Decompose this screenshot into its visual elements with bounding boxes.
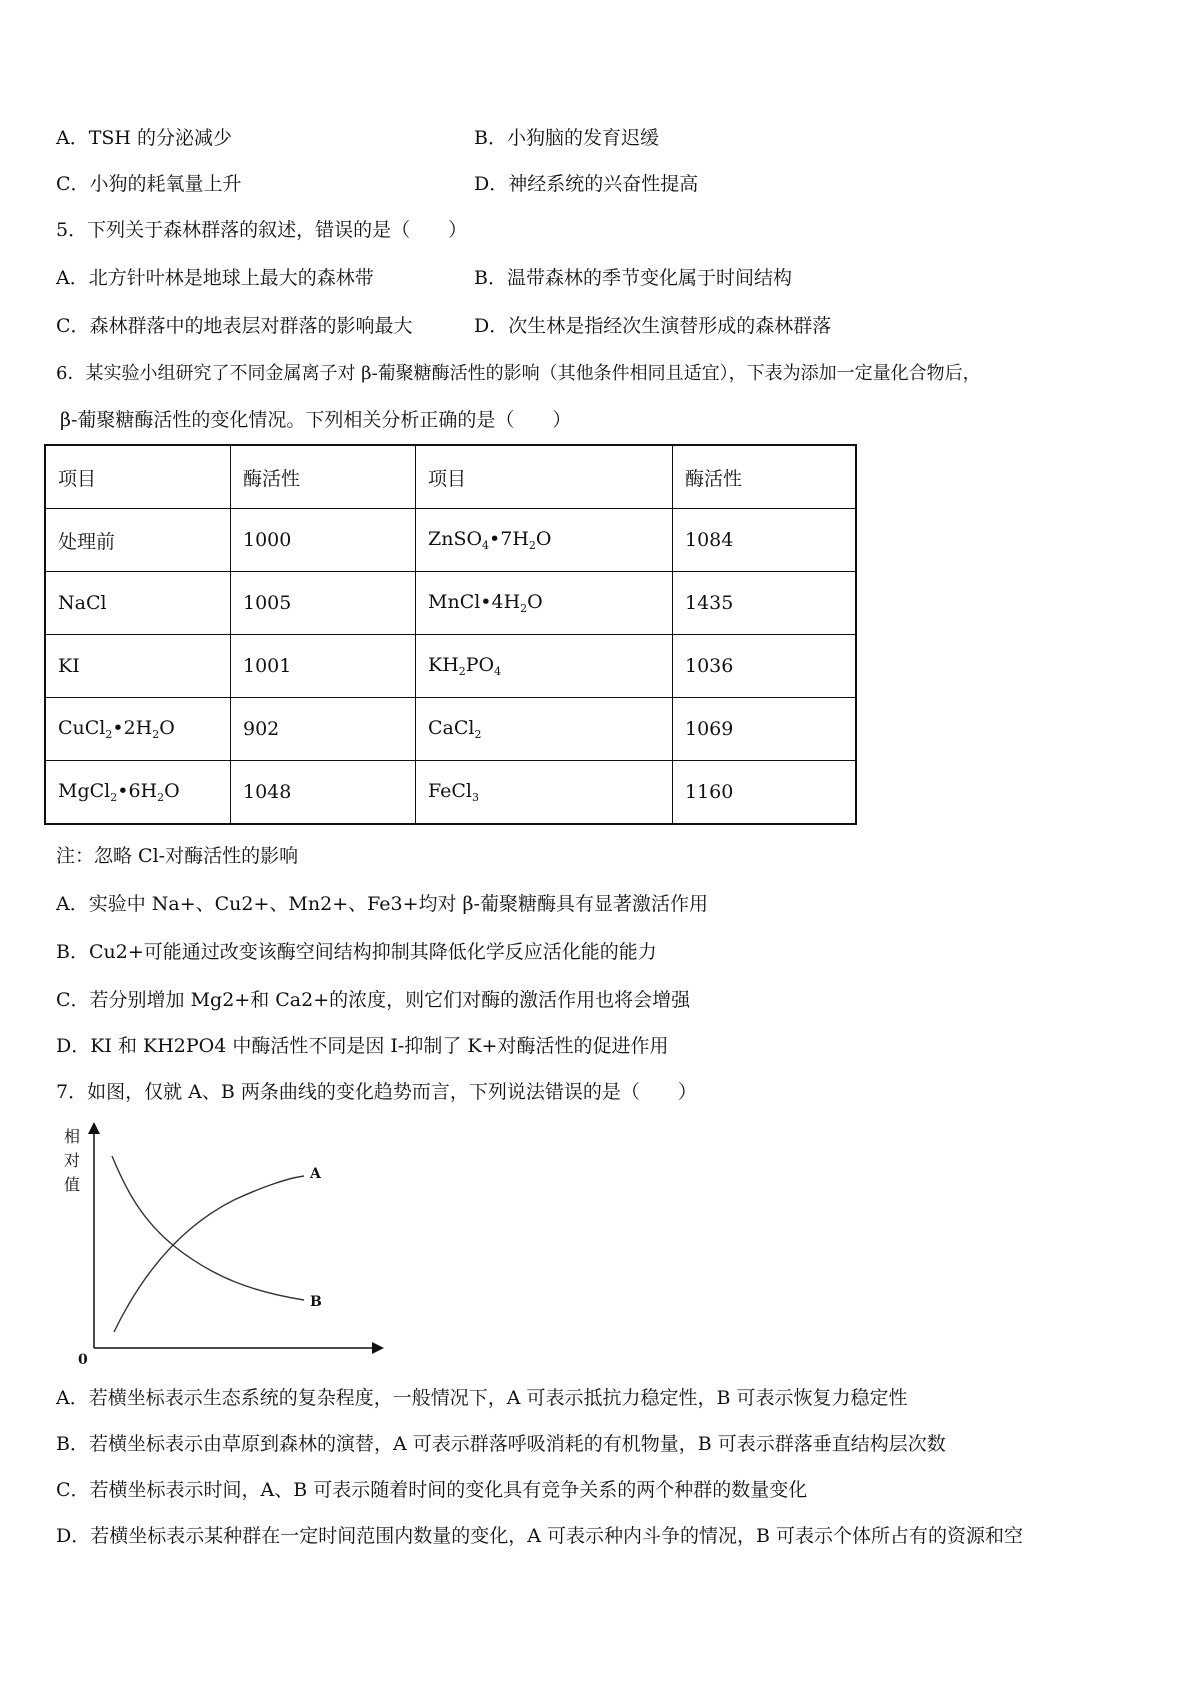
table-cell-value: 1005 xyxy=(231,572,416,635)
table-cell-item: FeCl$_3$ xyxy=(416,761,673,825)
table-row xyxy=(45,761,856,825)
table-header-cell: 酶活性 xyxy=(231,445,416,509)
q7-curve-figure xyxy=(64,1120,384,1370)
table-header-row xyxy=(45,445,856,509)
table-cell-value: 1000 xyxy=(231,509,416,572)
table-cell-item: CaCl$_2$ xyxy=(416,698,673,761)
q5-option-b: B．温带森林的季节变化属于时间结构 xyxy=(474,267,792,289)
curve-b-label: B xyxy=(310,1294,322,1310)
table-cell-item: NaCl xyxy=(45,572,231,635)
table-row xyxy=(45,572,856,635)
q7-option-b: B．若横坐标表示由草原到森林的演替，A 可表示群落呼吸消耗的有机物量，B 可表示群落垂直结构层次数 xyxy=(56,1433,946,1455)
curve-a-label: A xyxy=(310,1166,321,1182)
table-cell-item: 处理前 xyxy=(45,509,231,572)
q4-option-a: A．TSH 的分泌减少 xyxy=(56,127,233,149)
q7-stem: 7．如图，仅就 A、B 两条曲线的变化趋势而言，下列说法错误的是（ ） xyxy=(56,1081,697,1103)
table-cell-value: 1435 xyxy=(673,572,857,635)
q6-option-c: C．若分别增加 Mg2+和 Ca2+的浓度，则它们对酶的激活作用也将会增强 xyxy=(56,989,691,1011)
curve-a xyxy=(114,1176,304,1332)
q6-option-d: D．KI 和 KH2PO4 中酶活性不同是因 I-抑制了 K+对酶活性的促进作用 xyxy=(56,1035,669,1057)
q5-option-d: D．次生林是指经次生演替形成的森林群落 xyxy=(474,315,832,337)
q4-option-c: C．小狗的耗氧量上升 xyxy=(56,173,242,195)
table-row xyxy=(45,635,856,698)
origin-label: 0 xyxy=(78,1352,88,1368)
table-cell-value: 1048 xyxy=(231,761,416,825)
q6-stem-line1: 6．某实验小组研究了不同金属离子对 β-葡聚糖酶活性的影响（其他条件相同且适宜），下表为添加一定量化合物后， xyxy=(56,363,981,384)
q5-option-a: A．北方针叶林是地球上最大的森林带 xyxy=(56,267,374,289)
table-header-cell: 项目 xyxy=(45,445,231,509)
q4-option-d: D．神经系统的兴奋性提高 xyxy=(474,173,699,195)
table-cell-value: 1069 xyxy=(673,698,857,761)
y-axis-label-char: 值 xyxy=(64,1175,81,1194)
q6-option-b: B．Cu2+可能通过改变该酶空间结构抑制其降低化学反应活化能的能力 xyxy=(56,941,657,963)
table-cell-item: KI xyxy=(45,635,231,698)
curve-b xyxy=(112,1156,304,1300)
table-header-cell: 项目 xyxy=(416,445,673,509)
table-header-cell: 酶活性 xyxy=(673,445,857,509)
q4-option-b: B．小狗脑的发育迟缓 xyxy=(474,127,659,149)
enzyme-activity-table xyxy=(44,444,857,825)
table-cell-value: 1084 xyxy=(673,509,857,572)
table-cell-item: $MnCl•4H_2O$ xyxy=(416,572,673,635)
q7-option-d: D．若横坐标表示某种群在一定时间范围内数量的变化，A 可表示种内斗争的情况，B 可表示个体所占有的资源和空 xyxy=(56,1525,1023,1547)
table-cell-item: $MgCl_2•6H_2O$ xyxy=(45,761,231,825)
table-row xyxy=(45,509,856,572)
table-cell-value: 902 xyxy=(231,698,416,761)
y-axis-label-char: 相 xyxy=(64,1127,81,1146)
q7-option-a: A．若横坐标表示生态系统的复杂程度，一般情况下，A 可表示抵抗力稳定性，B 可表示恢复力稳定性 xyxy=(56,1387,908,1409)
table-cell-value: 1160 xyxy=(673,761,857,825)
table-cell-item: $ZnSO_4•7H_2O$ xyxy=(416,509,673,572)
table-cell-value: 1001 xyxy=(231,635,416,698)
table-row xyxy=(45,698,856,761)
q5-stem: 5．下列关于森林群落的叙述，错误的是（ ） xyxy=(56,219,468,241)
table-cell-item: $KH_2PO_4$ xyxy=(416,635,673,698)
q6-option-a: A．实验中 Na+、Cu2+、Mn2+、Fe3+均对 β-葡聚糖酶具有显著激活作用 xyxy=(56,893,708,915)
table-cell-item: $CuCl_2•2H_2O$ xyxy=(45,698,231,761)
table-cell-value: 1036 xyxy=(673,635,857,698)
q7-option-c: C．若横坐标表示时间，A、B 可表示随着时间的变化具有竞争关系的两个种群的数量变化 xyxy=(56,1479,808,1501)
q6-stem-line2: β-葡聚糖酶活性的变化情况。下列相关分析正确的是（ ） xyxy=(60,409,572,431)
q5-option-c: C．森林群落中的地表层对群落的影响最大 xyxy=(56,315,413,337)
y-axis-label-char: 对 xyxy=(64,1151,81,1170)
q6-note: 注：忽略 Cl-对酶活性的影响 xyxy=(56,845,299,867)
